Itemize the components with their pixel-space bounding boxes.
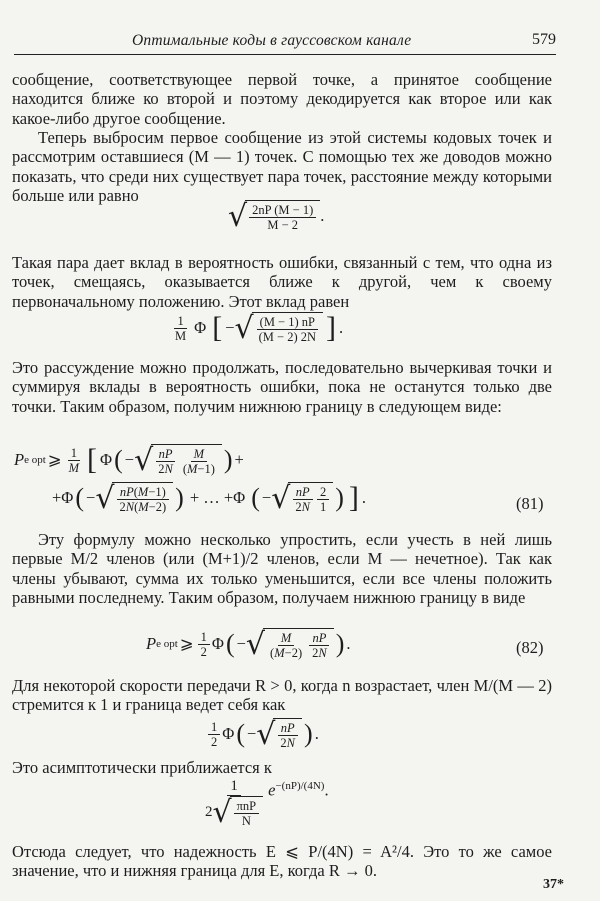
paragraph-7: Это асимптотически приближается к xyxy=(12,758,272,777)
signature-mark: 37* xyxy=(543,877,564,892)
fraction xyxy=(249,203,316,232)
coefficient-fraction xyxy=(172,314,189,343)
root-numerator: πnP xyxy=(234,799,260,814)
fraction-numerator: 2nP (M − 1) xyxy=(249,203,316,218)
lhs-subscript: e opt xyxy=(24,454,46,466)
equation-82: P e opt ⩾ $\frac{1}{2}$ Φ ( − √ $\frac{M}{(M-2)}$ $\frac{nP}{2N}$ ) . xyxy=(146,627,351,662)
running-title: Оптимальные коды в гауссовском канале xyxy=(132,32,412,49)
sqrt-sign: √ $\frac{2nP (M - 1)}{M - 2}$ xyxy=(228,200,320,232)
relation-sign: ⩾ xyxy=(47,450,62,469)
paragraph-5: Эту формулу можно несколько упростить, если учесть в ней лишь первые M/2 членов (или (M+1)/2 членов, если M — нечетное). Так как члены убывают, сумма их только уменьшится, если все члены положить равными последнему. Таким образом, получаем нижнюю границу в виде xyxy=(12,530,552,607)
paragraph-6: Для некоторой скорости передачи R > 0, когда n возрастает, член M/(M — 2) стремится к 1 и граница ведет себя как xyxy=(12,676,552,715)
paragraph-4: Это рассуждение можно продолжать, последовательно вычеркивая точки и суммируя вклады в вероятность ошибки, пока не останутся только две точки. Таким образом, получим нижнюю границу в следующем виде: xyxy=(12,358,552,416)
asymptotic-fraction: 1 2 √ $\frac{\text{πnP}}{N}$ xyxy=(202,778,266,828)
paragraph-2: Теперь выбросим первое сообщение из этой системы кодовых точек и рассмотрим оставшиеся (M — 1) точек. С помощью тех же доводов можно показать, что среди них существует пара точек, расстояние между которыми больше или равно xyxy=(12,128,552,205)
asymptotic-numerator: 1 xyxy=(227,778,241,796)
exponent: −(nP)/(4N) xyxy=(275,780,325,792)
root-denominator: N xyxy=(241,814,251,828)
paragraph-3: Такая пара дает вклад в вероятность ошибки, связанный с тем, что одна из точек, смещаясь, оказывается ближе к другой, чем к своему первоначальному положению. Этот вклад равен xyxy=(12,253,552,311)
page-number: 579 xyxy=(532,31,556,48)
coefficient-numerator: 1 xyxy=(174,314,186,329)
relation-sign: ⩾ xyxy=(179,634,194,653)
equation-number-82: (82) xyxy=(516,638,544,657)
fraction-numerator: (M − 1) nP xyxy=(257,315,318,330)
equation-distance: √ $\frac{2nP (M - 1)}{M - 2}$ . xyxy=(228,199,325,234)
paragraph-1: сообщение, соответствующее первой точке, а принятое сообщение находится ближе ко второй и поэтому декодируется как второе или как какое-либо другое сообщение. xyxy=(12,70,552,128)
paragraph-8: Отсюда следует, что надежность E ⩽ P/(4N) = A²/4. Это то же самое значение, что и нижняя граница для E, когда R → 0. xyxy=(12,842,552,881)
fraction-denominator: (M − 2) 2N xyxy=(258,330,317,344)
sqrt-sign: √ $\frac{(M - 1) nP}{(M - 2) 2N}$ xyxy=(235,312,324,344)
running-header xyxy=(14,30,556,55)
fraction xyxy=(256,315,319,344)
equation-81-line-1: P e opt ⩾ $\frac{1}{M}$ [ Φ ( − √ $\frac{nP}{2N}$ $\frac{M}{(M-1)}$ ) + xyxy=(14,443,244,478)
equation-asymptotic: 1 2 √ $\frac{\text{πnP}}{N}$ $e^{-(nP)/(4N)}$. xyxy=(200,778,329,828)
equation-contribution: $\frac{1}{M}$ Φ [ − √ $\frac{(M - 1) nP}{(M - 2) 2N}$ ] . xyxy=(170,312,343,344)
lhs-symbol: P xyxy=(14,450,25,469)
lhs-symbol: P xyxy=(146,634,157,653)
equation-limit: $\frac{1}{2}$ Φ ( − √ $\frac{nP}{2N}$ ) . xyxy=(206,718,319,750)
coefficient-denominator: M xyxy=(175,328,187,343)
equation-81-line-2: +Φ ( − √ $\frac{nP(M-1)}{2N(M-2)}$ ) + … +Φ ( − √ $\frac{nP}{2N}$ $\frac{2}{1}$ ) ] . xyxy=(52,481,366,516)
equation-number-81: (81) xyxy=(516,494,544,513)
asymptotic-den-coef: 2 xyxy=(205,803,213,820)
fraction-denominator: M − 2 xyxy=(267,218,299,232)
lhs-subscript: e opt xyxy=(156,638,178,650)
